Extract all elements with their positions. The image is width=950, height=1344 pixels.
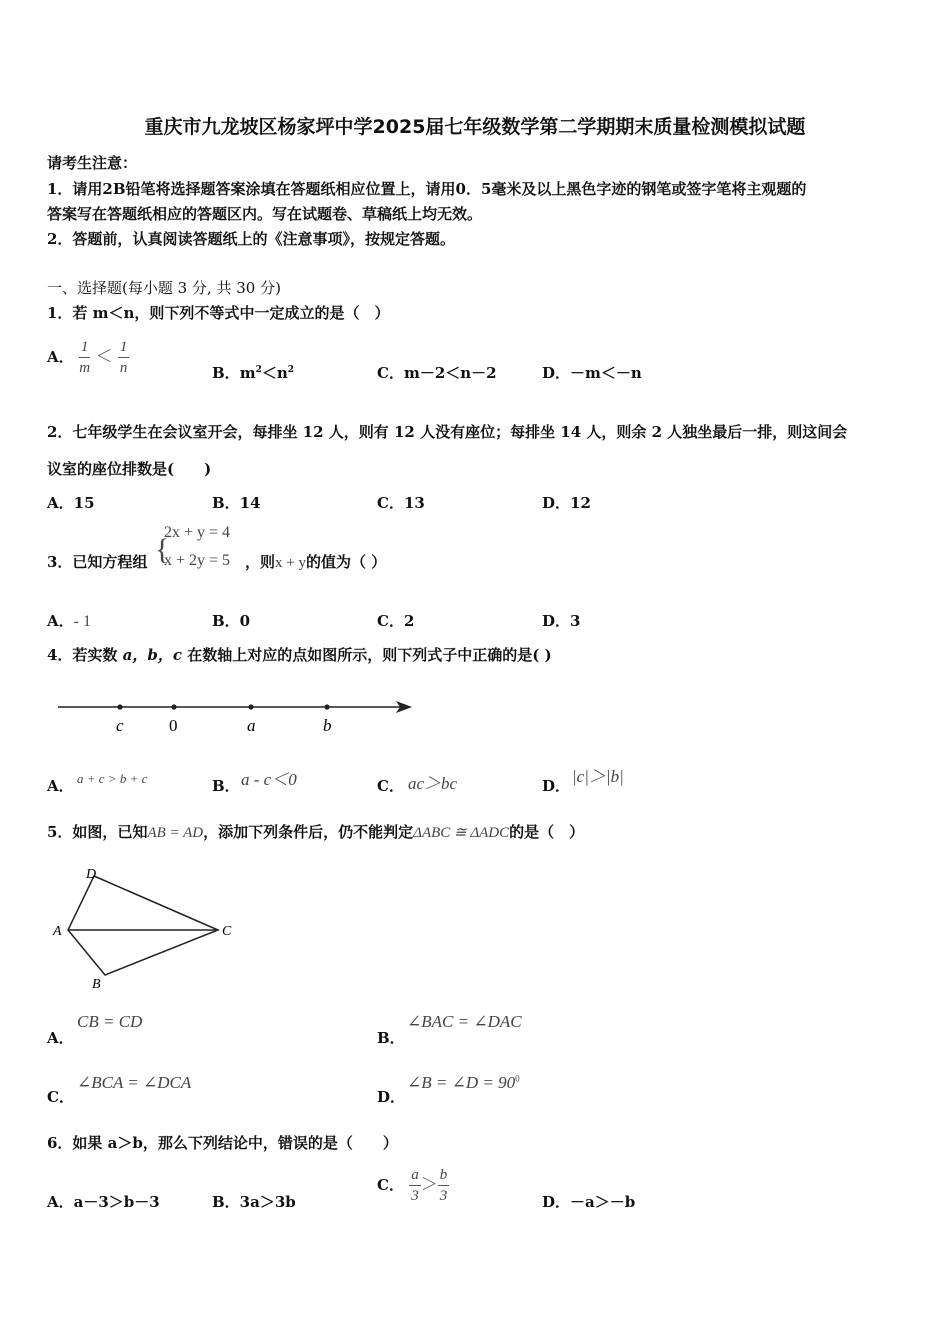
q3-option-c: C．2 xyxy=(377,612,415,630)
vertex-label-b: B xyxy=(92,977,101,992)
q1-option-b: B．$m^2<n^2$ xyxy=(212,364,294,382)
question-3-prefix: 3．已知方程组 xyxy=(47,553,148,571)
q6-option-c: C． $\frac{a}{3}$ ＞ $\frac{b}{3}$ xyxy=(377,1167,448,1204)
quadrilateral-outline xyxy=(68,876,218,975)
point-c xyxy=(117,704,122,709)
q5-option-a-label: A． xyxy=(47,1029,74,1047)
triangle-figure xyxy=(48,860,248,995)
q5-option-d-expr: ∠B = ∠D = $90^0$ xyxy=(407,1073,520,1092)
point-a xyxy=(248,704,253,709)
vertex-label-a: A xyxy=(53,924,62,939)
q5-option-c-label: C． xyxy=(47,1088,74,1106)
q1-option-c: C．m－2＜n－2 xyxy=(377,364,497,382)
axis-label-0: 0 xyxy=(169,716,178,735)
axis-label-a: a xyxy=(247,716,256,735)
q6-option-b: B．3a＞3b xyxy=(212,1193,296,1211)
q4-option-c-expr: ac＞bc xyxy=(408,774,458,793)
notice-line-1: 1．请用2B铅笔将选择题答案涂填在答题纸相应位置上，请用0．5毫米及以上黑色字迹的钢笔或签字笔将主观题的 xyxy=(47,180,807,198)
q3-option-b: B．0 xyxy=(212,612,251,630)
q4-option-a-expr: a + c > b + c xyxy=(77,771,148,786)
number-line-figure xyxy=(50,690,420,740)
q4-option-c-label: C． xyxy=(377,777,404,795)
q3-option-a: A．- 1 xyxy=(47,612,91,630)
question-5-stem: 5．如图，已知AB = AD，添加下列条件后，仍不能判定ΔABC ≅ ΔADC的是（ ） xyxy=(47,823,585,841)
fraction: $\frac{b}{3}$ xyxy=(439,1167,448,1204)
point-b xyxy=(324,704,329,709)
q5-option-d-label: D． xyxy=(377,1088,406,1106)
axis-label-c: c xyxy=(116,716,124,735)
notice-heading: 请考生注意： xyxy=(47,154,138,172)
q4-option-b-label: B． xyxy=(212,777,240,795)
q4-option-b-expr: a - c＜0 xyxy=(241,770,297,789)
q5-option-c-expr: ∠BCA = ∠DCA xyxy=(77,1073,192,1092)
q5-option-b-expr: ∠BAC = ∠DAC xyxy=(407,1012,522,1031)
q4-option-a-label: A． xyxy=(47,777,74,795)
q5-option-a-expr: CB = CD xyxy=(77,1012,143,1031)
q5-option-b-label: B． xyxy=(377,1029,405,1047)
q2-option-a: A．15 xyxy=(47,494,95,512)
system-brace: { xyxy=(155,533,170,566)
option-label: A． xyxy=(47,348,74,366)
question-6-stem: 6．如果 a＞b，那么下列结论中，错误的是（ ） xyxy=(47,1134,398,1152)
section-heading: 一、选择题(每小题 3 分, 共 30 分) xyxy=(47,279,281,297)
system-equation-1: 2x + y = 4 xyxy=(164,524,231,541)
q4-option-d-expr: |c|＞|b| xyxy=(572,767,624,786)
vertex-label-d: D xyxy=(86,867,97,882)
system-equation-2: x + 2y = 5 xyxy=(164,552,231,569)
point-0 xyxy=(171,704,176,709)
fraction: $\frac{1}{m}$ xyxy=(79,339,91,376)
fraction: $\frac{1}{n}$ xyxy=(119,339,128,376)
q1-option-d: D．－m＜－n xyxy=(542,364,642,382)
q6-option-d: D．－a＞－b xyxy=(542,1193,636,1211)
q6-option-a: A．a－3＞b－3 xyxy=(47,1193,160,1211)
vertex-label-c: C xyxy=(222,924,232,939)
question-3-suffix: ，则x + y的值为（ ） xyxy=(245,553,387,571)
notice-line-2: 2．答题前，认真阅读答题纸上的《注意事项》，按规定答题。 xyxy=(47,230,455,248)
q2-option-c: C．13 xyxy=(377,494,425,512)
notice-line-1b: 答案写在答题纸相应的答题区内。写在试题卷、草稿纸上均无效。 xyxy=(47,205,483,223)
q2-option-b: B．14 xyxy=(212,494,261,512)
q4-option-d-label: D． xyxy=(542,777,571,795)
q3-option-d: D．3 xyxy=(542,612,581,630)
fraction: $\frac{a}{3}$ xyxy=(411,1167,419,1204)
q2-option-d: D．12 xyxy=(542,494,591,512)
question-2-stem-1: 2．七年级学生在会议室开会，每排坐 12 人，则有 12 人没有座位；每排坐 14 人，则余 2 人独坐最后一排，则这间会 xyxy=(47,423,848,441)
axis-label-b: b xyxy=(323,716,332,735)
question-4-stem: 4．若实数 a，b，c 在数轴上对应的点如图所示，则下列式子中正确的是( ) xyxy=(47,646,552,664)
question-2-stem-2: 议室的座位排数是( ) xyxy=(47,460,212,478)
page-title: 重庆市九龙坡区杨家坪中学2025届七年级数学第二学期期末质量检测模拟试题 xyxy=(144,116,806,138)
question-1-stem: 1．若 m＜n，则下列不等式中一定成立的是（ ） xyxy=(47,304,390,322)
q1-option-a: A． $\frac{1}{m}$ ＜ $\frac{1}{n}$ xyxy=(47,339,128,376)
